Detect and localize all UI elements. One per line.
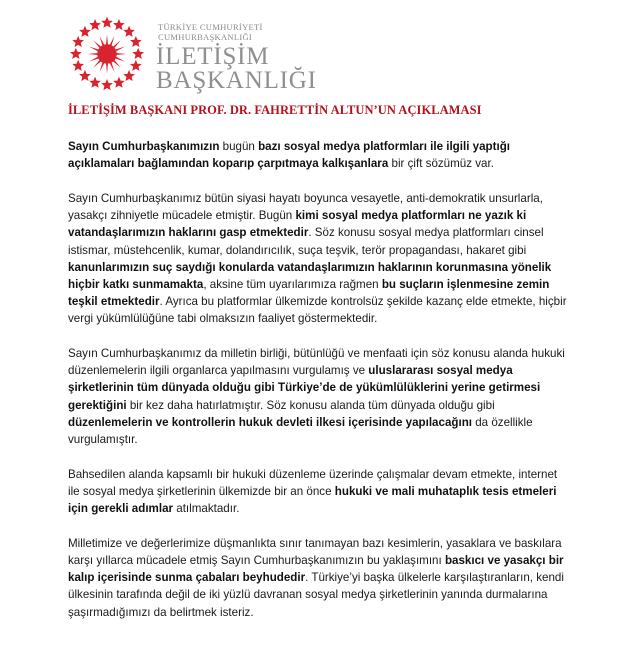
seal-star [123, 26, 135, 37]
seal-star [89, 77, 101, 88]
paragraph-1 [68, 138, 568, 172]
body-text: atılmaktadır. [173, 502, 240, 516]
seal-star [72, 36, 84, 47]
org-line-1: TÜRKİYE CUMHURİYETİ [158, 22, 263, 32]
document-title: İLETİŞİM BAŞKANI PROF. DR. FAHRETTİN ALTUN’UN AÇIKLAMASI [68, 103, 482, 117]
paragraph-5 [68, 535, 568, 621]
org-name-line-2: BAŞKANLIĞI [156, 67, 317, 94]
seal-center [97, 44, 117, 64]
body-text: Sayın Cumhurbaşkanımız bütün siyasi hayatı boyunca vesayetle, anti-demokratik unsurlarla, yasakçı zihniyetle mücadele etmiştir. Bugün [68, 191, 543, 223]
emphasis-text: uluslararası sosyal medya şirketlerinin tüm dünyada olduğu gibi Türkiye’de de yükümlülüklerini yerine getirmesi gerektiğini [68, 364, 541, 412]
seal-star [130, 36, 142, 47]
body-text: , aksine tüm uyarılarımıza rağmen [203, 277, 382, 291]
turkish-presidential-seal-icon [68, 15, 146, 93]
emphasis-text: bu suçların işlenmesine zemin teşkil etmektedir [68, 277, 550, 309]
emphasis-text: bazı sosyal medya platformları ile ilgili yaptığı açıklamaları bağlamından koparıp çarpıtmaya kalkışanlara [68, 140, 511, 171]
seal-star [72, 60, 84, 71]
body-text: . Söz konusu sosyal medya platformları cinsel istismar, müstehcenlik, kumar, dolandırıcılık, suça teşvik, terör propagandası, hakaret gibi [68, 226, 544, 257]
body-text: . Türkiye’yi başka ülkelerle karşılaştıranların, kendi ülkesinin tarafında değil de iki yüzlü davranan sosyal medya şirketlerinin yanında durmalarına şaşırmadığımızı da belirtmek isteriz. [68, 571, 564, 619]
body-text: bugün [219, 140, 259, 153]
seal-star [113, 19, 125, 30]
emphasis-text: kanunlarımızın suç saydığı konularda vatandaşlarımızın haklarının korunmasına yönelik hiçbir katkı sunmamakta [68, 260, 552, 291]
seal-star [79, 70, 91, 81]
org-subtitle [158, 22, 263, 42]
body-text: da özellikle vurgulamıştır. [68, 415, 533, 447]
seal-star [89, 19, 101, 30]
seal-star [101, 79, 113, 90]
seal-star [101, 17, 113, 28]
seal-ray [106, 63, 108, 74]
body-text: bir çift sözümüz var. [388, 157, 494, 171]
emphasis-text: Sayın Cumhurbaşkanımızın [68, 140, 220, 153]
paragraph-2 [68, 190, 568, 328]
body-text: Bahsedilen alanda kapsamlı bir hukuki düzenleme üzerinde çalışmalar devam etmekte, internet ile sosyal medya şirketlerinin ülkemizde bir an önce [68, 467, 558, 498]
emphasis-text: düzenlemelerin ve kontrollerin hukuk devleti ilkesi içerisinde yapılacağını [68, 415, 472, 429]
seal-star [70, 48, 82, 59]
body-text: Sayın Cumhurbaşkanımız da milletin birliği, bütünlüğü ve menfaati için söz konusu alanda hukuki düzenlemelerin ilgili organlarca yapılmasını vurgulamış ve [68, 347, 565, 378]
body-text: . Ayrıca bu platformlar ülkemizde kontrolsüz şekilde kazanç elde etmekte, hiçbir vergi yükümlülüğüne tabi olmaksızın faaliyet göstermektedir. [68, 295, 567, 326]
emphasis-text: baskıcı ve yasakçı bir kalıp içerisinde sunma çabaları beyhudedir [68, 554, 564, 585]
body-text: Milletimize ve değerlerimize düşmanlıkta sınır tanımayan bazı kesimlerin, yasaklara ve baskılara karşı yıllarca mücadele etmiş Sayın Cumhurbaşkanımızın bu yaklaşımını [68, 536, 562, 568]
emphasis-text: kimi sosyal medya platformları ne yazık ki vatandaşlarımızın haklarını gasp etmektedir [68, 209, 527, 240]
paragraph-4 [68, 466, 568, 518]
seal-star [123, 70, 135, 81]
seal-ray [88, 53, 99, 55]
org-name-line-1: İLETİŞİM [156, 43, 270, 70]
org-name [156, 45, 317, 93]
seal-star [130, 60, 142, 71]
body-text: bir kez daha hatırlatmıştır. Söz konusu alanda tüm dünyada olduğu gibi [126, 398, 495, 412]
seal-ray [116, 53, 127, 55]
org-line-2: CUMHURBAŞKANLIĞI [158, 32, 253, 42]
document-body [68, 138, 568, 638]
seal-star [79, 26, 91, 37]
seal-ray [106, 35, 108, 46]
seal-star [113, 77, 125, 88]
seal-star [132, 48, 144, 59]
paragraph-3 [68, 345, 568, 448]
emphasis-text: hukuki ve mali muhataplık tesis etmeleri için gerekli adımlar [68, 484, 557, 516]
letterhead [68, 12, 368, 92]
